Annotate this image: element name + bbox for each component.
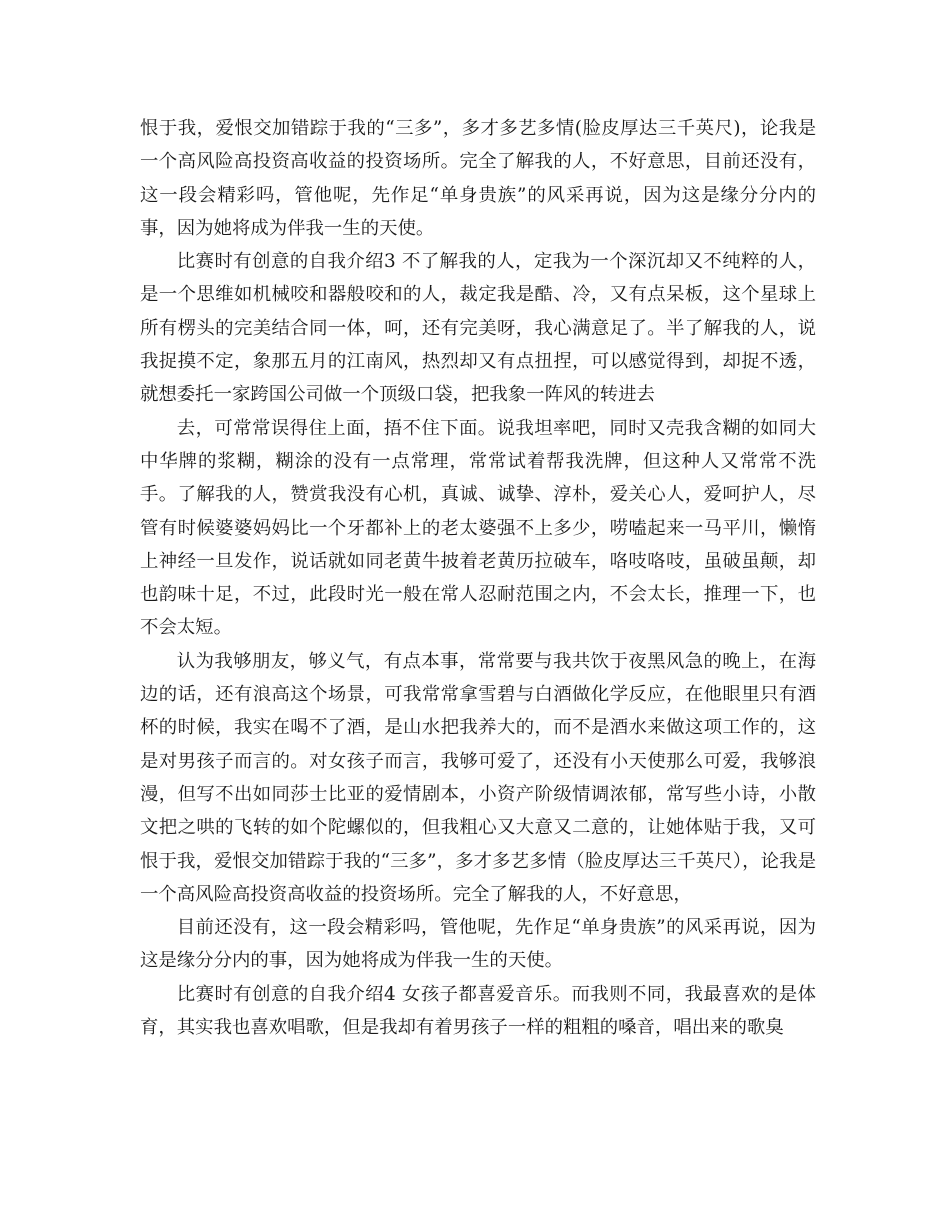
paragraph-5: 目前还没有，这一段会精彩吗，管他呢，先作足“单身贵族”的风采再说，因为这是缘分分内的事，因为她将成为伴我一生的天使。 [140, 917, 816, 972]
paragraph-6: 比赛时有创意的自我介绍4 女孩子都喜爱音乐。而我则不同，我最喜欢的是体育，其实我也喜欢唱歌，但是我却有着男孩子一样的粗粗的嗓音，唱出来的歌臭 [140, 983, 816, 1039]
paragraph-4: 认为我够朋友，够义气，有点本事，常常要与我共饮于夜黑风急的晚上，在海边的话，还有浪高这个场景，可我常常拿雪碧与白酒做化学反应，在他眼里只有酒杯的时候，我实在喝不了酒，是山水把我养大的，而不是酒水来做这项工作的，这是对男孩子而言的。对女孩子而言，我够可爱了，还没有小天使那么可爱，我够浪漫，但写不出如同莎士比亚的爱情剧本，小资产阶级情调浓郁，常写些小诗，小散文把之哄的飞转的如个陀螺似的，但我粗心又大意又二意的，让她体贴于我，又可恨于我，爱恨交加错踪于我的“三多”，多才多艺多情（脸皮厚达三千英尺），论我是一个高风险高投资高收益的投资场所。完全了解我的人，不好意思， [140, 650, 816, 905]
document-body [140, 112, 816, 1044]
paragraph-3: 去，可常常误得住上面，捂不住下面。说我坦率吧，同时又壳我含糊的如同大中华牌的浆糊，糊涂的没有一点常理，常常试着帮我洗牌，但这种人又常常不洗手。了解我的人，赞赏我没有心机，真诚、诚挚、淳朴，爱关心人，爱呵护人，尽管有时候婆婆妈妈比一个牙都补上的老太婆强不上多少，唠嗑起来一马平川，懒惰上神经一旦发作，说话就如同老黄牛披着老黄历拉破车，咯吱咯吱，虽破虽颠，却也韵味十足，不过，此段时光一般在常人忍耐范围之内，不会太长，推理一下，也不会太短。 [140, 417, 816, 639]
paragraph-2: 比赛时有创意的自我介绍3 不了解我的人，定我为一个深沉却又不纯粹的人，是一个思维如机械咬和器般咬和的人，裁定我是酷、冷，又有点呆板，这个星球上所有楞头的完美结合同一体，呵，还有完美呀，我心满意足了。半了解我的人，说我捉摸不定，象那五月的江南风，热烈却又有点扭捏，可以感觉得到，却捉不透，就想委托一家跨国公司做一个顶级口袋，把我象一阵风的转进去 [140, 251, 816, 406]
paragraph-1: 恨于我，爱恨交加错踪于我的“三多”，多才多艺多情(脸皮厚达三千英尺)，论我是一个高风险高投资高收益的投资场所。完全了解我的人，不好意思，目前还没有，这一段会精彩吗，管他呢，先作足“单身贵族”的风采再说，因为这是缘分分内的事，因为她将成为伴我一生的天使。 [140, 118, 816, 239]
